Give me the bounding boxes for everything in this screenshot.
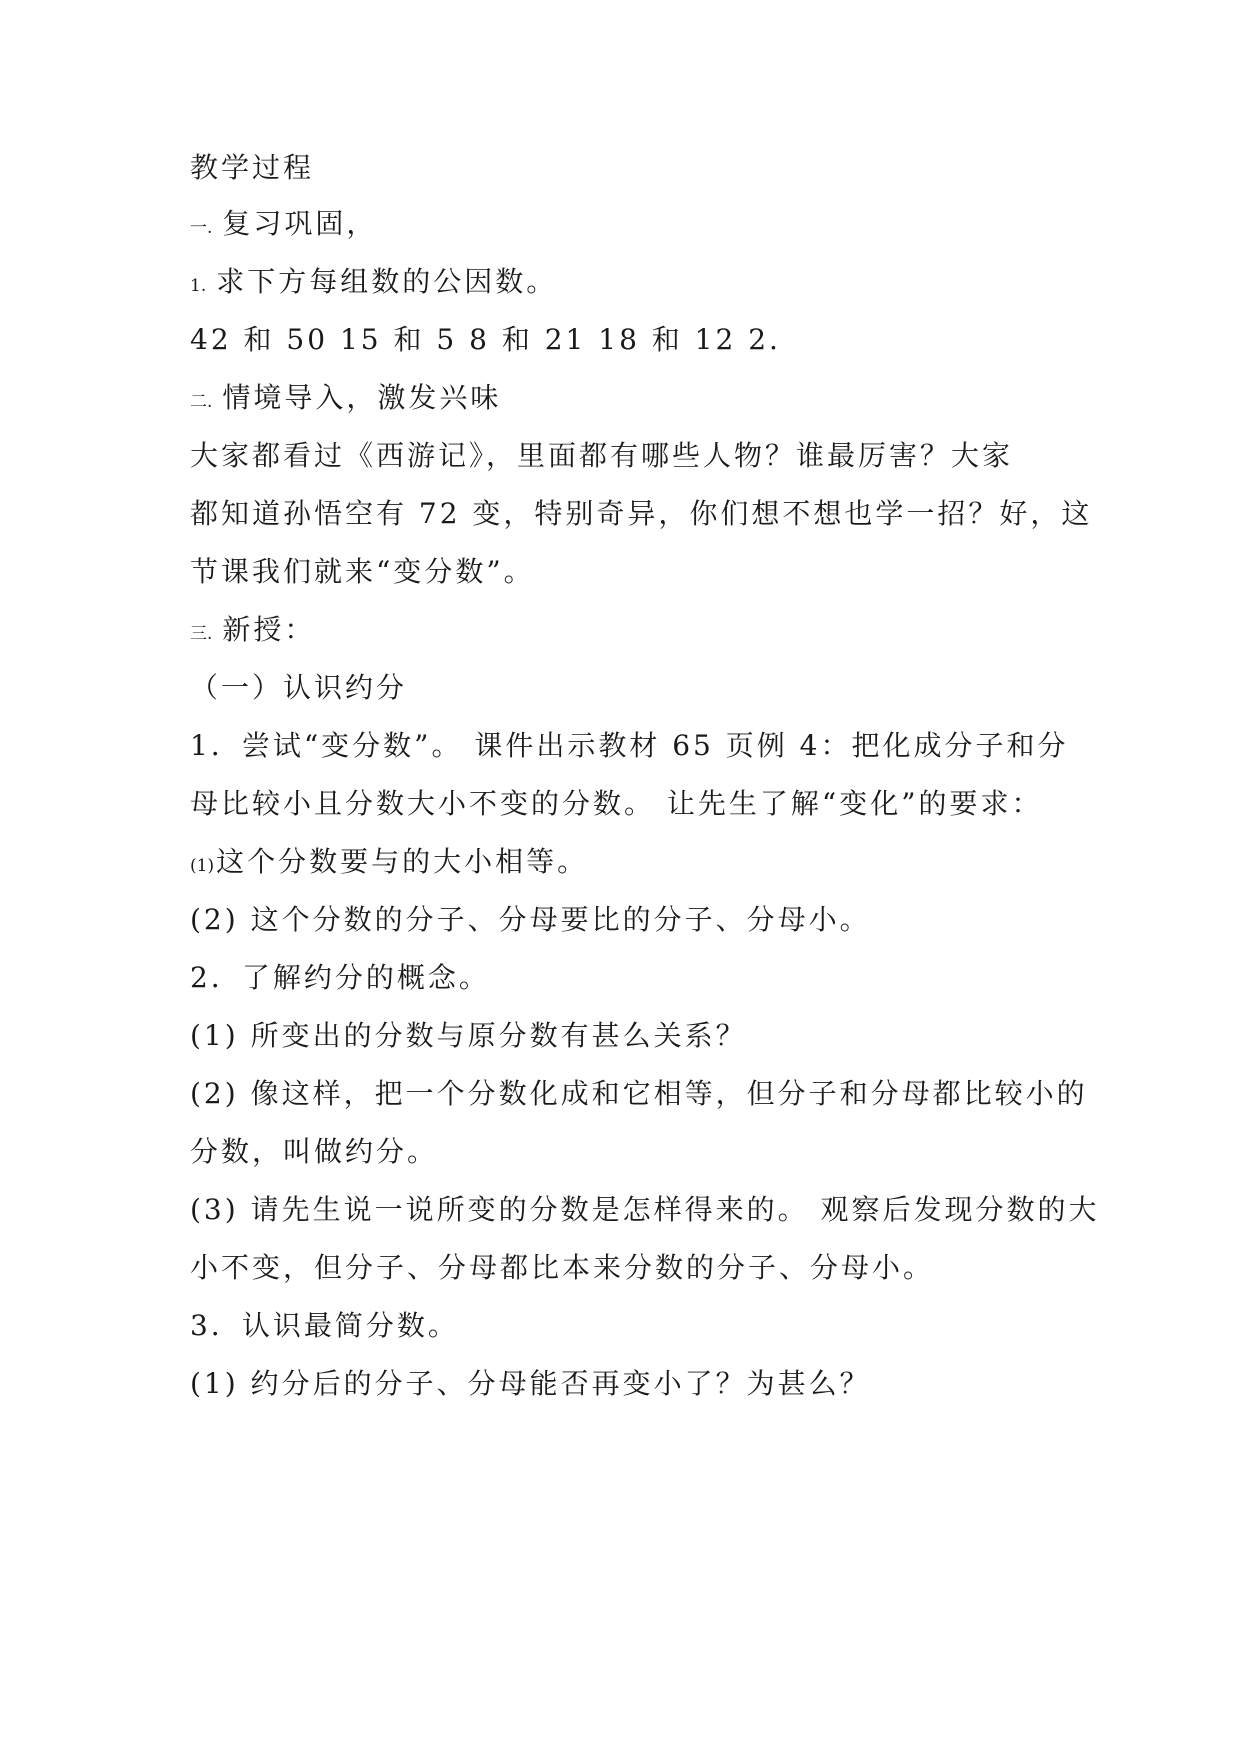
line-text: (1) 约分后的分子、分母能否再变小了？为甚么？	[190, 1367, 871, 1400]
line-text: 母比较小且分数大小不变的分数。 让先生了解“变化”的要求：	[190, 787, 1043, 820]
line-text: 都知道孙悟空有 72 变，特别奇异，你们想不想也学一招？好，这	[190, 497, 1093, 530]
paragraph-line	[190, 726, 1069, 766]
section-title	[190, 148, 314, 188]
line-text: (2) 这个分数的分子、分母要比的分子、分母小。	[190, 903, 871, 936]
heading-situation	[190, 378, 501, 422]
heading-review	[190, 204, 377, 248]
line-text: 大家都看过《西游记》，里面都有哪些人物？谁最厉害？大家	[190, 439, 1014, 472]
paragraph-line	[190, 958, 490, 998]
exercise-line	[190, 262, 557, 306]
list-marker: 三.	[190, 624, 213, 644]
list-marker: 一.	[190, 218, 213, 238]
paragraph-line	[190, 784, 1043, 824]
paragraph-line	[190, 436, 1013, 476]
list-item	[190, 842, 588, 886]
line-text: 教学过程	[190, 151, 315, 184]
heading-new-lesson	[190, 610, 315, 654]
line-text: (1) 所变出的分数与原分数有甚么关系？	[190, 1019, 747, 1052]
line-text: 2．了解约分的概念。	[190, 961, 490, 994]
paragraph-line	[190, 552, 535, 592]
line-text: 求下方每组数的公因数。	[216, 265, 558, 298]
line-text: (2) 像这样，把一个分数化成和它相等，但分子和分母都比较小的	[190, 1077, 1088, 1110]
list-item	[190, 1074, 1088, 1114]
list-item	[190, 1364, 871, 1404]
list-marker: 二.	[190, 392, 213, 412]
number-pairs-line	[190, 320, 781, 360]
line-text: 新授：	[222, 613, 316, 646]
line-text: 3．认识最简分数。	[190, 1309, 459, 1342]
line-text: 分数，叫做约分。	[190, 1135, 439, 1168]
list-item	[190, 1190, 1099, 1230]
list-marker: 1.	[190, 276, 207, 296]
line-text: (3) 请先生说一说所变的分数是怎样得来的。 观察后发现分数的大	[190, 1193, 1100, 1226]
line-text: 复习巩固，	[222, 207, 378, 240]
line-text: 1．尝试“变分数”。 课件出示教材 65 页例 4：把化成分子和分	[190, 729, 1069, 762]
line-text: 小不变，但分子、分母都比本来分数的分子、分母小。	[190, 1251, 935, 1284]
list-item	[190, 900, 871, 940]
line-text: 情境导入，激发兴味	[222, 381, 502, 414]
paragraph-line	[190, 1248, 934, 1288]
line-text: （一）认识约分	[190, 671, 408, 704]
line-text: 这个分数要与的大小相等。	[216, 845, 589, 878]
list-item	[190, 1016, 747, 1056]
paragraph-line	[190, 1132, 438, 1172]
list-marker: (1)	[190, 856, 215, 876]
line-text: 42 和 50 15 和 5 8 和 21 18 和 12 2.	[190, 323, 781, 356]
line-text: 节课我们就来“变分数”。	[190, 555, 535, 588]
subheading-reduction	[190, 668, 407, 708]
paragraph-line	[190, 494, 1092, 534]
paragraph-line	[190, 1306, 459, 1346]
